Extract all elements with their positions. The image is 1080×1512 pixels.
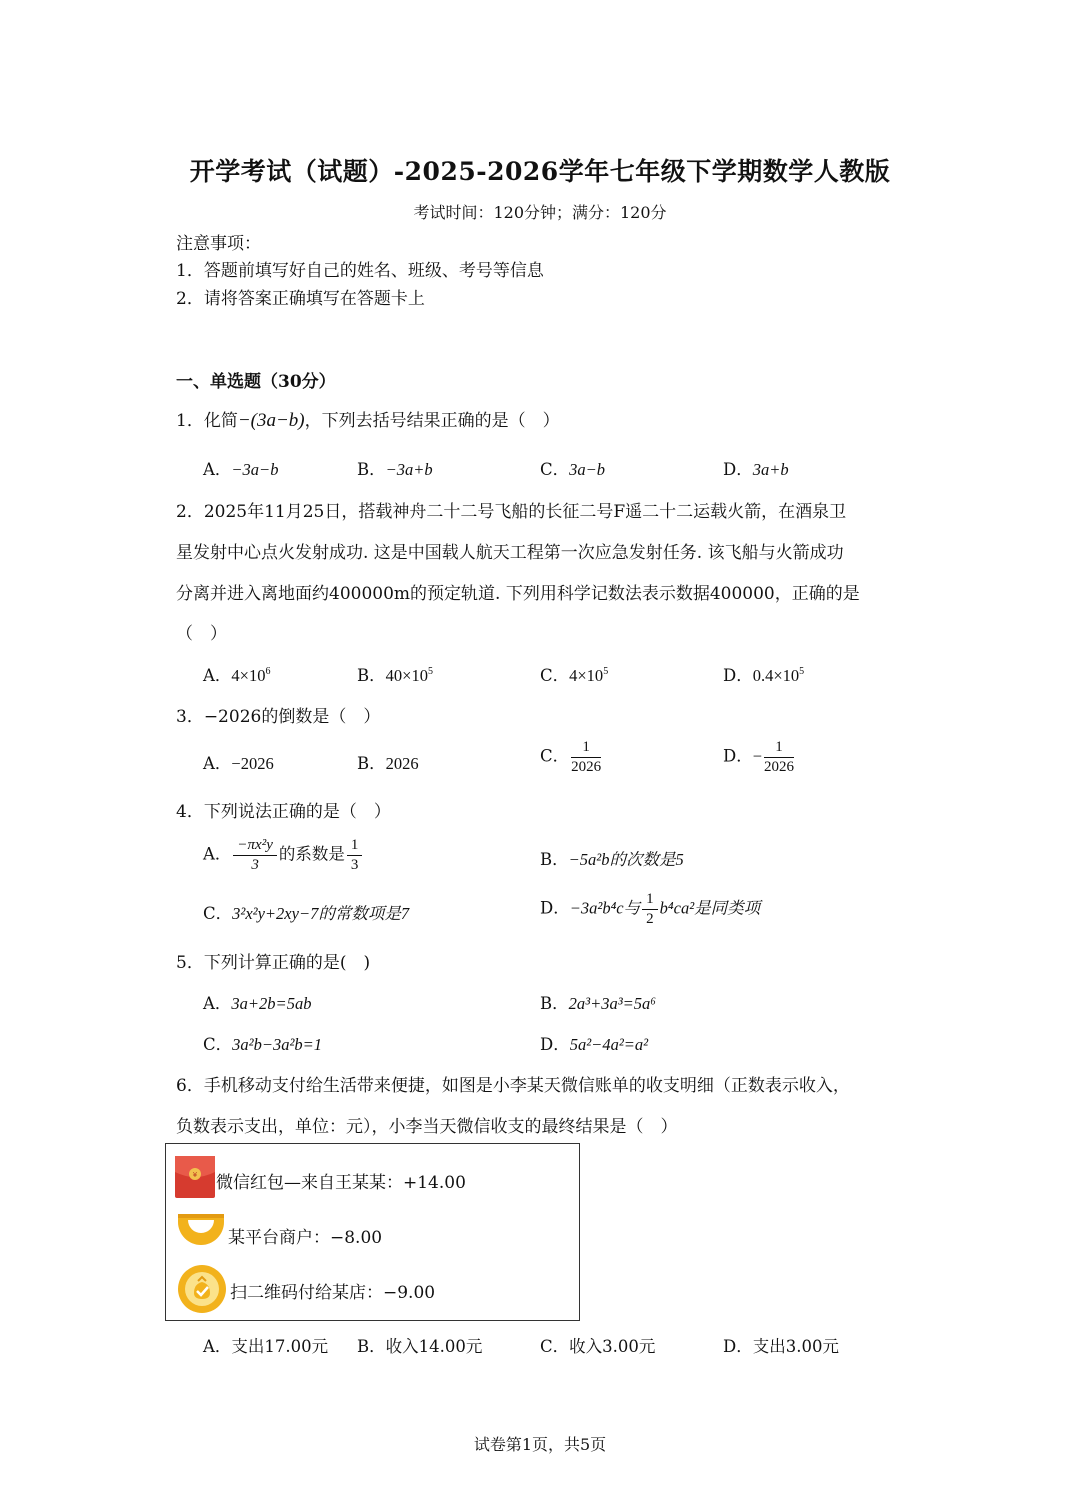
bill-row: 扫二维码付给某店：−9.00 <box>230 1283 436 1303</box>
q1-option-d: D．3a+b <box>723 460 789 479</box>
q5-option-b: B．2a³+3a³=5a⁶ <box>540 994 657 1013</box>
section-heading: 一、单选题（30分） <box>176 372 336 392</box>
notes-heading: 注意事项： <box>176 234 261 254</box>
q2-line: 2．2025年11月25日，搭载神舟二十二号飞船的长征二号F遥二十二运载火箭，在酒泉卫 <box>176 502 847 522</box>
q3-option-c: C． $\frac{1}{2026}$ <box>540 739 602 775</box>
q4-option-d: D．−3a²b⁴c与 $\frac{1}{2}$ b⁴ca²是同类项 <box>540 891 761 927</box>
q1-stem-post: ，下列去括号结果正确的是（ ） <box>304 411 560 431</box>
q4-option-b: B．−5a²b的次数是5 <box>540 850 684 869</box>
q6-option-b: B．收入14.00元 <box>357 1337 483 1356</box>
note-item: 1．答题前填写好自己的姓名、班级、考号等信息 <box>176 261 544 281</box>
q1-option-b: B．−3a+b <box>357 460 433 479</box>
question-4: 4．下列说法正确的是（ ） <box>176 802 391 822</box>
question-5: 5．下列计算正确的是( ) <box>176 953 371 973</box>
bill-row: 某平台商户：−8.00 <box>228 1228 383 1248</box>
q2-option-c: C．$4\times 10^5$ <box>540 666 609 685</box>
q2-line: 星发射中心点火发射成功. 这是中国载人航天工程第一次应急发射任务. 该飞船与火箭成功 <box>176 543 844 563</box>
bill-row: 微信红包—来自王某某：+14.00 <box>216 1173 466 1193</box>
q6-option-c: C．收入3.00元 <box>540 1337 656 1356</box>
q6-line: 负数表示支出，单位：元），小李当天微信收支的最终结果是（ ） <box>176 1117 678 1137</box>
q3-option-a: A．−2026 <box>203 754 274 773</box>
wechat-bill-figure <box>165 1143 580 1321</box>
q1-stem-math: −(3a−b) <box>237 410 305 431</box>
q2-line: （ ） <box>176 624 227 644</box>
exam-info: 考试时间：120分钟；满分：120分 <box>413 203 667 222</box>
qr-pay-icon <box>177 1264 227 1314</box>
q1-option-a: A．−3a−b <box>203 460 279 479</box>
red-envelope-icon <box>175 1156 215 1198</box>
q5-option-d: D．5a²−4a²=a² <box>540 1035 649 1054</box>
svg-text:¥: ¥ <box>192 1171 198 1179</box>
q6-option-a: A．支出17.00元 <box>203 1337 329 1356</box>
question-3: 3．−2026的倒数是（ ） <box>176 707 381 727</box>
q2-option-b: B．$40\times 10^5$ <box>357 666 433 685</box>
q1-stem-pre: 1．化简 <box>176 411 238 431</box>
q3-option-b: B．2026 <box>357 754 419 773</box>
q4-option-a: A． $\frac{\text{−πx²y}}{3}$ 的系数是 $\frac{1}{3}$ <box>203 836 364 874</box>
q2-line: 分离并进入离地面约400000m的预定轨道. 下列用科学记数法表示数据400000，正确的是 <box>176 584 860 604</box>
q2-option-a: A．$4\times 10^6$ <box>203 666 271 685</box>
question-1 <box>176 406 560 432</box>
page-title: 开学考试（试题）-2025-2026学年七年级下学期数学人教版 <box>189 157 891 186</box>
q5-option-c: C．3a²b−3a²b=1 <box>203 1035 323 1054</box>
q4-option-c: C．3²x²y+2xy−7的常数项是7 <box>203 904 410 923</box>
note-item: 2．请将答案正确填写在答题卡上 <box>176 289 425 309</box>
q1-option-c: C．3a−b <box>540 460 606 479</box>
q2-option-d: D．$0.4\times 10^5$ <box>723 666 805 685</box>
page-footer: 试卷第1页，共5页 <box>473 1435 607 1454</box>
q3-option-d: D．− $\frac{1}{2026}$ <box>723 739 795 775</box>
merchant-icon <box>176 1210 226 1252</box>
q6-option-d: D．支出3.00元 <box>723 1337 839 1356</box>
q6-line: 6．手机移动支付给生活带来便捷，如图是小李某天微信账单的收支明细（正数表示收入， <box>176 1076 850 1096</box>
q5-option-a: A．3a+2b=5ab <box>203 994 312 1013</box>
